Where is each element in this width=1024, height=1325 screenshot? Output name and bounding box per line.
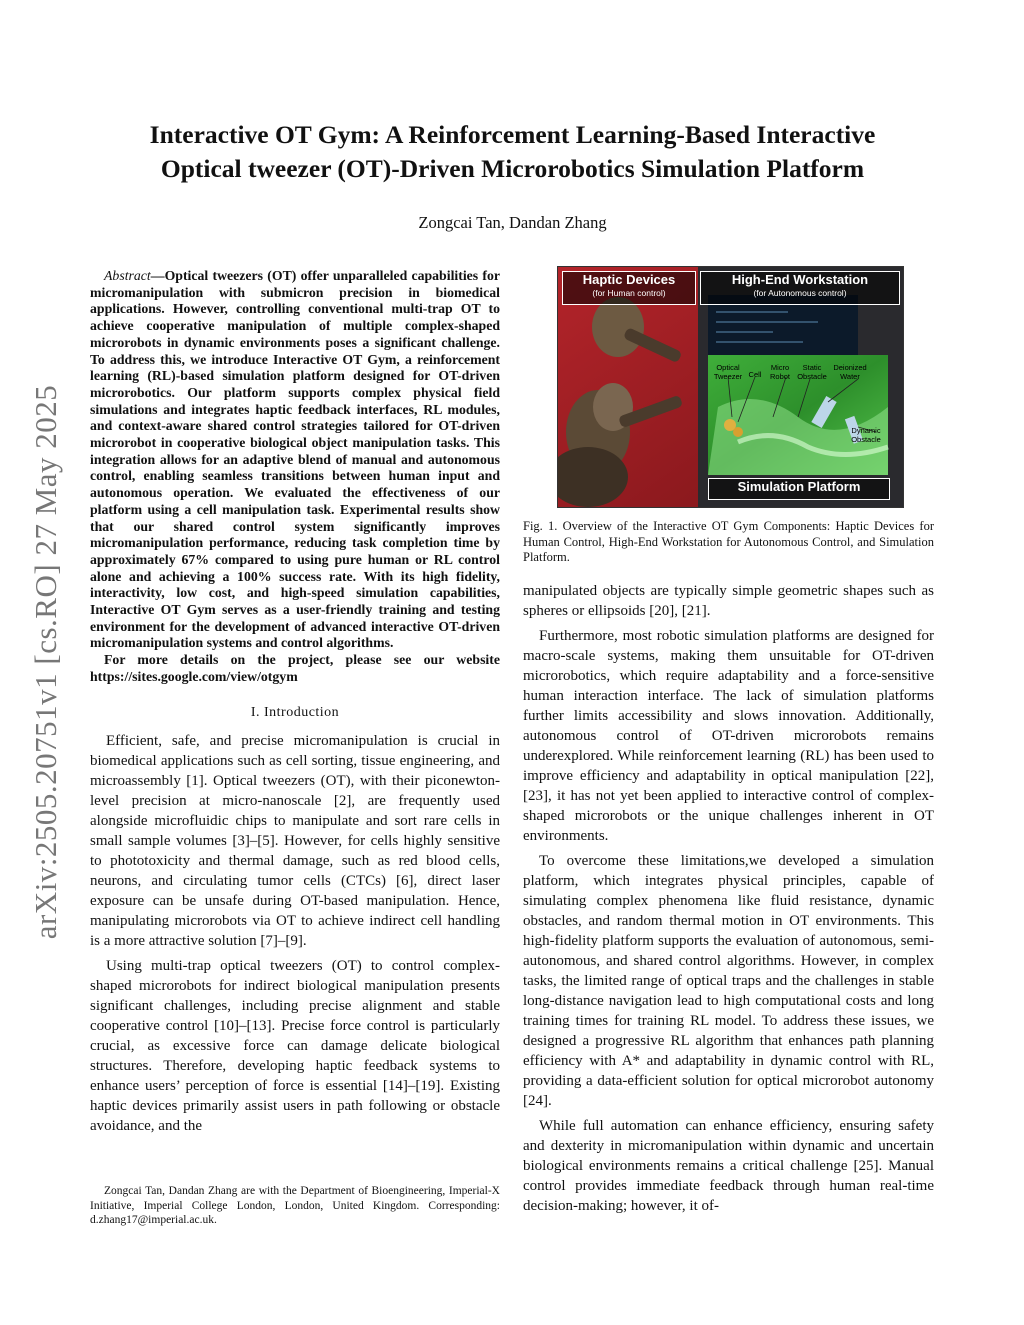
title-line-2: Optical tweezer (OT)-Driven Microrobotics Simulation Platform [160,154,865,183]
authors: Zongcai Tan, Dandan Zhang [418,213,607,232]
author-footnote: Zongcai Tan, Dandan Zhang are with the Department of Bioengineering, Imperial-X Initiative, Imperial College London, London, United Kingdom. Corresponding: d.zhang17@imperial.ac.uk. [90,1185,500,1226]
workstation-subtitle: (for Autonomous control) [753,288,847,298]
figure-1-caption: Fig. 1. Overview of the Interactive OT Gym Components: Haptic Devices for Human Control, High-End Workstation for Autonomous Control, and Simulation Platform. [523,519,934,564]
haptic-devices-label [562,271,696,305]
abstract-lead: Abstract [104,268,151,283]
sim-title: Simulation Platform [737,479,861,494]
intro-paragraph: Efficient, safe, and precise micromanipulation is crucial in biomedical applications such as cell sorting, tissue engineering, and microassembly [1]. Optical tweezers (OT), with their piconewton-level precision at micro-nanoscale [2], are frequently used alongside microfluidic chips to manipulate and sort rare cells in small sample volumes [3]–[5]. However, for cells highly sensitive to phototoxicity and thermal damage, such as red blood cells, neurons, and circulating tumor cells (CTCs) [6], direct laser exposure can be unsafe during OT-based manipulation. Hence, manipulating microrobots via OT to achieve indirect cell handling is a more attractive solution [7]–[9]. [90,732,500,949]
body-paragraph: Furthermore, most robotic simulation platforms are designed for macro-scale systems, making them unsuitable for OT-driven microrobotics, which require adaptability and a force-sensitive human interaction interface. The lack of simulation platforms further limits accessibility and slows innovation. Additionally, autonomous control of OT-driven microrobots remains underexplored. While reinforcement learning (RL) has been used to improve efficiency and adaptability in optical manipulation [22], [23], it has not yet been applied to interactive control of complex-shaped microrobots or the unique challenges inherent in OT environments. [523,628,934,844]
left-column [90,268,500,1141]
section-heading-introduction: I. Introduction [250,704,340,720]
body-paragraph: While full automation can enhance efficiency, ensuring safety and dexterity in micromanipulation within dynamic and uncertain biological environments remains a critical challenge [25]. Manual control provides immediate feedback through human real-time decision-making; however, it of- [523,1118,934,1214]
abstract-website: For more details on the project, please see our website https://sites.google.com/view/otgym [90,652,500,684]
anno-static-obstacle: Static Obstacle [797,363,827,381]
anno-micro-robot: Micro Robot [769,363,790,381]
simulation-platform-label [708,478,890,500]
right-column [523,581,934,1221]
figure-1 [557,266,904,508]
anno-deionized-water: Deionized Water [833,363,867,381]
abstract [90,268,500,652]
anno-optical-tweezer: Optical Tweezer [713,363,743,381]
anno-dynamic-obstacle: Dynamic Obstacle [851,426,881,444]
workstation-title: High-End Workstation [731,272,869,287]
abstract-dash: — [150,268,165,283]
anno-cell: Cell [748,370,762,379]
body-paragraph: To overcome these limitations,we developed a simulation platform, which integrates physical principles, capable of simulating complex phenomena like fluid resistance, dynamic obstacles, and random thermal motion in OT environments. This high-fidelity platform supports the evaluation of autonomous, semi-autonomous, and shared control algorithms. However, in complex tasks, the limited range of optical traps and the challenges in stable long-distance navigation lead to high computational costs and long training times for training RL model. To address these issues, we designed a progressive RL algorithm that enhances path planning efficiency with A* and adaptability in dynamic control with RL, providing a data-efficient solution for optical microrobot autonomy [24]. [523,853,934,1109]
arxiv-id-text: arXiv:2505.20751v1 [cs.RO] 27 May 2025 [28,384,63,940]
title-line-1: Interactive OT Gym: A Reinforcement Learning-Based Interactive [149,120,876,149]
abstract-text: Optical tweezers (OT) offer unparalleled capabilities for micromanipulation with submicron precision in biomedical applications. However, controlling conventional multi-trap OT to achieve cooperative manipulation of multiple complex-shaped microrobots in dynamic environments poses a significant challenge. To address this, we introduce Interactive OT Gym, a reinforcement learning (RL)-based simulation platform designed for OT-driven microrobotics. Our platform supports complex physical field simulations and integrates haptic feedback interfaces, RL modules, and context-aware shared control strategies tailored for OT-driven microrobot in cooperative biological object manipulation tasks. This integration allows for an adaptive blend of manual and autonomous control, enabling seamless transitions between human input and autonomous operation. We evaluated the effectiveness of our platform using a cell manipulation task. Experimental results show that our shared control system significantly improves micromanipulation performance, reducing task completion time by approximately 67% compared to using pure human or RL control alone and achieving a 100% success rate. With its high fidelity, interactivity, low cost, and high-speed simulation capabilities, Interactive OT Gym serves as a user-friendly training and testing environment for the development of advanced interactive OT-driven micromanipulation systems and control algorithms. [90,268,500,651]
intro-paragraph: Using multi-trap optical tweezers (OT) to control complex-shaped microrobots for indirect biological manipulation presents significant challenges, including precise alignment and stable cooperative control [10]–[13]. Precise force control is particularly crucial, as excessive force can damage delicate biological structures. Therefore, developing haptic feedback systems to enhance users’ perception of force is essential [14]–[19]. Existing haptic devices primarily assist users in path following or obstacle avoidance, and the [90,957,500,1134]
paper-title [90,118,935,186]
workstation-label [700,271,900,305]
body-paragraph: manipulated objects are typically simple geometric shapes such as spheres or ellipsoids [20], [21]. [523,583,934,619]
haptic-subtitle: (for Human control) [592,288,666,298]
haptic-title: Haptic Devices [582,272,676,287]
arxiv-identifier [22,362,70,962]
